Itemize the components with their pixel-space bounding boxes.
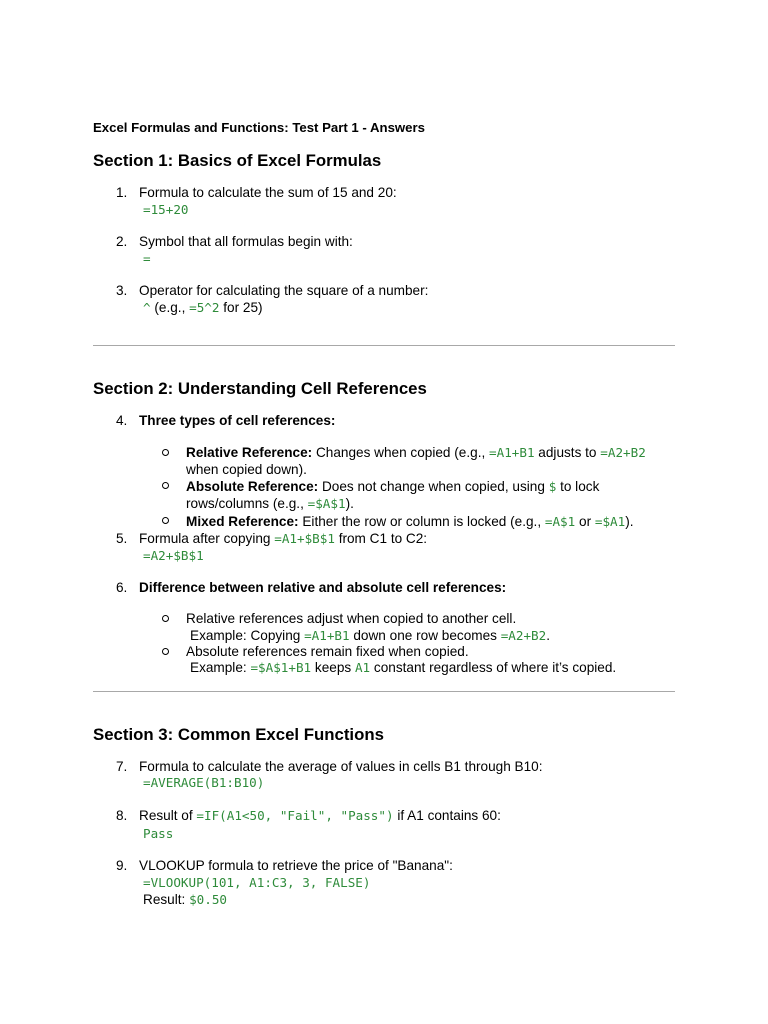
question-code: =IF(A1<50, "Fail", "Pass") <box>196 808 394 823</box>
item-text: or <box>575 514 595 529</box>
question-8-number: 8. <box>116 808 128 823</box>
item-text: Changes when copied (e.g., <box>312 445 490 460</box>
absolute-example <box>190 659 616 676</box>
question-2-number: 2. <box>116 234 128 249</box>
item-text: adjusts to <box>534 445 601 460</box>
example-text: Example: <box>190 660 251 675</box>
question-7-text: Formula to calculate the average of values in cells B1 through B10: <box>139 759 543 774</box>
question-5-answer <box>143 547 204 564</box>
item-code: =$A$1 <box>307 496 346 511</box>
answer-code: =15+20 <box>143 202 189 217</box>
question-text: if A1 contains 60: <box>393 808 501 823</box>
item-label: Mixed Reference: <box>186 514 299 529</box>
item-text: to lock <box>556 479 600 494</box>
answer-code: =VLOOKUP(101, A1:C3, 3, FALSE) <box>143 875 371 890</box>
question-8-answer <box>143 825 173 842</box>
answer-code: =AVERAGE(B1:B10) <box>143 775 265 790</box>
question-1-text: Formula to calculate the sum of 15 and 20: <box>139 185 397 200</box>
relative-reference-item-cont: when copied down). <box>186 462 307 477</box>
question-9-answer <box>143 874 370 891</box>
section-divider <box>93 345 675 346</box>
bullet-circle <box>162 449 169 456</box>
example-code: =A1+B1 <box>304 628 350 643</box>
absolute-reference-item-cont <box>186 495 354 512</box>
question-9-number: 9. <box>116 858 128 873</box>
question-7-answer <box>143 774 264 791</box>
question-4-number: 4. <box>116 413 128 428</box>
section-divider <box>93 691 675 692</box>
document-title: Excel Formulas and Functions: Test Part 1 - Answers <box>93 120 425 135</box>
example-text: down one row becomes <box>349 628 501 643</box>
relative-example <box>190 627 550 644</box>
item-code: =A1+B1 <box>489 445 535 460</box>
item-code: $ <box>548 479 557 494</box>
answer-code: =A2+$B$1 <box>143 548 204 563</box>
section-3-heading: Section 3: Common Excel Functions <box>93 725 384 744</box>
question-2-answer <box>143 250 151 267</box>
question-6-text: Difference between relative and absolute cell references: <box>139 580 507 595</box>
item-text: ). <box>625 514 634 529</box>
example-code: =A2+B2 <box>500 628 547 643</box>
answer-code: Pass <box>143 826 174 841</box>
result-code: $0.50 <box>189 892 228 907</box>
bullet-circle <box>162 517 169 524</box>
item-label: Relative Reference: <box>186 445 313 460</box>
example-text: keeps <box>311 660 355 675</box>
question-4-text: Three types of cell references: <box>139 413 336 428</box>
question-7-number: 7. <box>116 759 128 774</box>
item-text: ). <box>345 496 354 511</box>
relative-difference-item: Relative references adjust when copied to another cell. <box>186 611 517 626</box>
example-code: A1 <box>354 660 371 675</box>
item-text: Does not change when copied, using <box>318 479 549 494</box>
item-code: =$A1 <box>594 514 626 529</box>
example-text: constant regardless of where it’s copied. <box>370 660 617 675</box>
result-label: Result: <box>143 892 190 907</box>
item-code: =A2+B2 <box>600 445 646 460</box>
mixed-reference-item <box>186 513 634 530</box>
question-5-number: 5. <box>116 531 128 546</box>
question-3-text: Operator for calculating the square of a number: <box>139 283 429 298</box>
item-text: Either the row or column is locked (e.g., <box>298 514 545 529</box>
question-1-number: 1. <box>116 185 128 200</box>
question-1-answer <box>143 201 189 218</box>
item-code: =A$1 <box>544 514 576 529</box>
answer-code: = <box>143 251 151 266</box>
bullet-circle <box>162 482 169 489</box>
absolute-difference-item: Absolute references remain fixed when copied. <box>186 644 469 659</box>
section-1-heading: Section 1: Basics of Excel Formulas <box>93 151 382 170</box>
question-text: Result of <box>139 808 197 823</box>
question-text: from C1 to C2: <box>334 531 428 546</box>
example-code: =5^2 <box>189 300 220 315</box>
section-2-heading: Section 2: Understanding Cell References <box>93 379 427 398</box>
question-3-answer <box>143 299 263 316</box>
absolute-reference-item <box>186 478 599 495</box>
question-6-number: 6. <box>116 580 128 595</box>
answer-text: for 25) <box>219 300 263 315</box>
bullet-circle <box>162 615 169 622</box>
question-8-text <box>139 807 501 824</box>
item-text: rows/columns (e.g., <box>186 496 308 511</box>
bullet-circle <box>162 648 169 655</box>
question-text: Formula after copying <box>139 531 275 546</box>
question-9-text: VLOOKUP formula to retrieve the price of "Banana": <box>139 858 453 873</box>
operator-code: ^ <box>143 300 151 315</box>
question-9-result <box>143 891 227 908</box>
item-label: Absolute Reference: <box>186 479 319 494</box>
question-code: =A1+$B$1 <box>274 531 335 546</box>
example-text: Example: Copying <box>190 628 305 643</box>
question-3-number: 3. <box>116 283 128 298</box>
example-text: . <box>546 628 550 643</box>
relative-reference-item <box>186 444 646 461</box>
question-2-text: Symbol that all formulas begin with: <box>139 234 353 249</box>
example-code: =$A$1+B1 <box>250 660 312 675</box>
answer-text: (e.g., <box>150 300 190 315</box>
question-5-text <box>139 530 427 547</box>
